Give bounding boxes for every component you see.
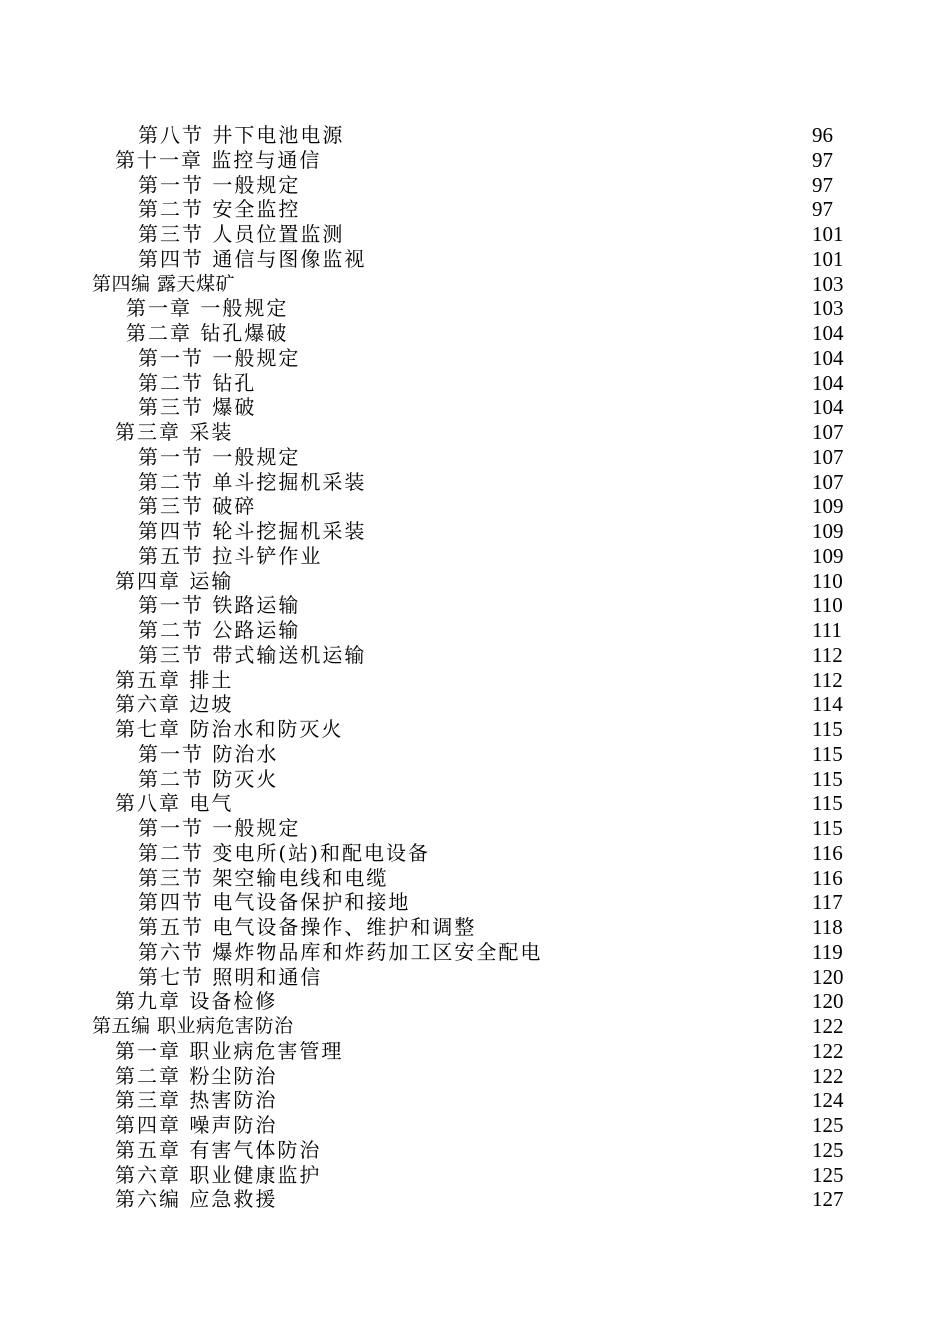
toc-entry-section[interactable] [0,890,950,915]
toc-entry-title: 第三节 带式输送机运输 [138,642,367,667]
toc-entry-chapter[interactable] [0,148,950,173]
toc-entry-title: 第三章 采装 [115,420,234,444]
toc-entry-title: 第一章 一般规定 [126,296,289,321]
toc-entry-page-number: 110 [812,593,843,618]
toc-entry-chapter[interactable] [0,791,950,816]
toc-entry-page-number: 103 [812,296,844,321]
toc-entry-page-number: 97 [812,197,833,222]
toc-entry-title: 第二节 钻孔 [138,370,257,395]
toc-entry-page-number: 109 [812,519,844,543]
toc-entry-title: 第五编 职业病危害防治 [92,1015,294,1037]
toc-entry-section[interactable] [0,519,950,544]
toc-entry-page-number: 104 [812,370,844,395]
toc-entry-title: 第五章 有害气体防治 [115,1137,322,1162]
toc-entry-section[interactable] [0,643,950,668]
toc-entry-page-number: 125 [812,1113,844,1137]
toc-entry-chapter[interactable] [0,1187,950,1212]
toc-entry-page-number: 122 [812,1014,844,1038]
toc-entry-page-number: 104 [812,321,844,345]
toc-entry-chapter[interactable] [0,420,950,445]
toc-entry-page-number: 116 [812,840,843,865]
toc-entry-section[interactable] [0,247,950,272]
toc-entry-title: 第一节 一般规定 [138,172,301,197]
toc-entry-chapter[interactable] [0,668,950,693]
toc-entry-title: 第二节 变电所(站)和配电设备 [138,840,430,865]
toc-entry-title: 第三节 破碎 [138,494,257,519]
toc-entry-page-number: 104 [812,395,844,420]
toc-entry-section[interactable] [0,618,950,643]
toc-entry-page-number: 101 [812,246,844,271]
toc-entry-title: 第七章 防治水和防灭火 [115,717,344,741]
toc-entry-page-number: 107 [812,469,844,494]
toc-entry-title: 第一节 一般规定 [138,444,301,469]
toc-entry-section[interactable] [0,593,950,618]
toc-entry-title: 第二章 粉尘防治 [115,1063,278,1088]
toc-entry-title: 第二节 安全监控 [138,197,301,222]
toc-entry-page-number: 124 [812,1088,844,1113]
toc-entry-page-number: 101 [812,222,844,246]
toc-entry-section[interactable] [0,965,950,990]
toc-entry-section[interactable] [0,346,950,371]
toc-entry-title: 第六章 职业健康监护 [115,1162,322,1187]
toc-entry-page-number: 115 [812,741,843,766]
toc-entry-title: 第十一章 监控与通信 [115,147,322,172]
toc-entry-page-number: 109 [812,543,844,568]
toc-entry-title: 第三章 热害防治 [115,1088,278,1113]
toc-entry-section[interactable] [0,197,950,222]
toc-entry-page-number: 97 [812,147,833,172]
toc-entry-section[interactable] [0,470,950,495]
toc-entry-title: 第四编 露天煤矿 [92,272,236,295]
toc-entry-page-number: 125 [812,1162,844,1187]
toc-entry-page-number: 107 [812,420,844,444]
toc-entry-page-number: 96 [812,123,833,147]
toc-entry-section[interactable] [0,544,950,569]
toc-entry-part[interactable] [0,1014,950,1039]
toc-entry-chapter[interactable] [0,1039,950,1064]
toc-entry-page-number: 111 [812,618,842,642]
toc-entry-section[interactable] [0,123,950,148]
toc-entry-title: 第五节 拉斗铲作业 [138,543,323,568]
toc-entry-page-number: 120 [812,964,844,989]
toc-entry-title: 第四章 运输 [115,568,234,593]
toc-entry-chapter[interactable] [0,569,950,594]
toc-entry-title: 第六章 边坡 [115,692,234,717]
toc-entry-chapter-b[interactable] [0,296,950,321]
toc-entry-chapter-b[interactable] [0,321,950,346]
toc-entry-section[interactable] [0,222,950,247]
toc-entry-page-number: 122 [812,1063,844,1088]
toc-entry-section[interactable] [0,816,950,841]
toc-entry-page-number: 104 [812,345,844,370]
toc-entry-section[interactable] [0,915,950,940]
toc-entry-chapter[interactable] [0,1088,950,1113]
toc-entry-title: 第三节 人员位置监测 [138,222,345,246]
toc-entry-page-number: 120 [812,989,844,1014]
toc-entry-chapter[interactable] [0,989,950,1014]
toc-entry-part[interactable] [0,272,950,297]
toc-entry-chapter[interactable] [0,692,950,717]
toc-entry-chapter[interactable] [0,1138,950,1163]
toc-entry-title: 第一节 一般规定 [138,816,301,840]
table-of-contents [0,123,950,1212]
toc-entry-chapter[interactable] [0,717,950,742]
toc-entry-section[interactable] [0,445,950,470]
toc-entry-section[interactable] [0,841,950,866]
toc-entry-title: 第四节 电气设备保护和接地 [138,890,411,915]
toc-entry-section[interactable] [0,866,950,891]
toc-entry-title: 第二节 公路运输 [138,618,301,642]
toc-entry-page-number: 107 [812,444,844,469]
toc-entry-title: 第二节 防灭火 [138,766,279,791]
toc-entry-section[interactable] [0,395,950,420]
toc-entry-title: 第四节 轮斗挖掘机采装 [138,519,367,543]
toc-entry-page-number: 119 [812,939,843,964]
toc-entry-page-number: 125 [812,1137,844,1162]
toc-entry-page-number: 112 [812,667,843,692]
toc-entry-title: 第一节 防治水 [138,741,279,766]
toc-entry-page-number: 115 [812,791,843,816]
toc-entry-page-number: 115 [812,717,843,741]
toc-entry-chapter[interactable] [0,1064,950,1089]
toc-entry-title: 第五节 电气设备操作、维护和调整 [138,915,477,939]
toc-entry-title: 第八节 井下电池电源 [138,123,345,147]
toc-entry-page-number: 97 [812,172,833,197]
toc-entry-page-number: 118 [812,915,843,939]
toc-entry-title: 第一节 铁路运输 [138,593,301,618]
toc-entry-title: 第六编 应急救援 [115,1187,278,1212]
toc-entry-page-number: 115 [812,766,843,791]
toc-entry-page-number: 116 [812,865,843,890]
toc-entry-title: 第一章 职业病危害管理 [115,1038,344,1063]
toc-entry-page-number: 109 [812,494,844,519]
toc-entry-page-number: 103 [812,271,844,296]
toc-entry-chapter[interactable] [0,1163,950,1188]
toc-entry-section[interactable] [0,371,950,396]
toc-entry-title: 第四节 通信与图像监视 [138,246,367,271]
toc-entry-page-number: 112 [812,642,843,667]
toc-entry-page-number: 110 [812,568,843,593]
toc-entry-page-number: 117 [812,890,843,915]
toc-entry-page-number: 114 [812,692,843,717]
toc-entry-page-number: 115 [812,816,843,840]
toc-entry-title: 第六节 爆炸物品库和炸药加工区安全配电 [138,939,543,964]
toc-entry-section[interactable] [0,494,950,519]
toc-entry-section[interactable] [0,940,950,965]
toc-entry-title: 第九章 设备检修 [115,989,278,1014]
toc-entry-title: 第七节 照明和通信 [138,964,323,989]
toc-entry-title: 第三节 爆破 [138,395,257,420]
toc-entry-title: 第五章 排土 [115,667,234,692]
toc-entry-title: 第二章 钻孔爆破 [126,321,289,345]
toc-entry-title: 第四章 噪声防治 [115,1113,278,1137]
toc-entry-section[interactable] [0,742,950,767]
toc-entry-title: 第八章 电气 [115,791,234,816]
toc-entry-section[interactable] [0,767,950,792]
toc-entry-title: 第一节 一般规定 [138,345,301,370]
toc-entry-section[interactable] [0,173,950,198]
toc-entry-title: 第二节 单斗挖掘机采装 [138,469,367,494]
toc-entry-page-number: 127 [812,1187,844,1212]
toc-entry-page-number: 122 [812,1038,844,1063]
toc-entry-chapter[interactable] [0,1113,950,1138]
toc-entry-title: 第三节 架空输电线和电缆 [138,865,389,890]
